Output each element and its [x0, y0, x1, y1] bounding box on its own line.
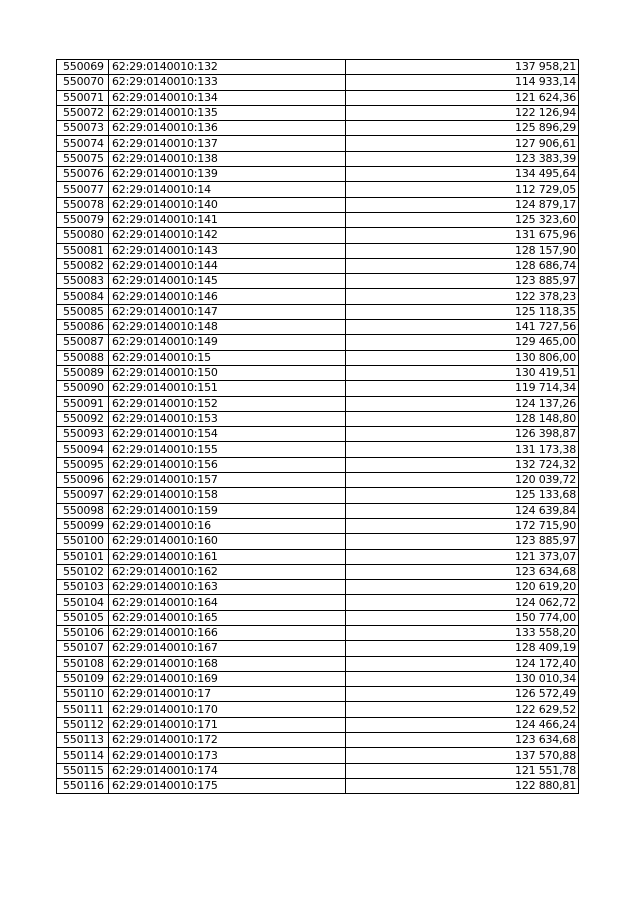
- table-row: [57, 60, 579, 75]
- value-cell: 125 323,60: [346, 212, 579, 227]
- row-number-cell: 550112: [57, 717, 109, 732]
- cadastral-number-cell: 62:29:0140010:153: [109, 411, 346, 426]
- cadastral-number-cell: 62:29:0140010:172: [109, 733, 346, 748]
- table-row: [57, 534, 579, 549]
- table-row: [57, 151, 579, 166]
- value-cell: 128 409,19: [346, 641, 579, 656]
- value-cell: 124 466,24: [346, 717, 579, 732]
- row-number-cell: 550107: [57, 641, 109, 656]
- row-number-cell: 550071: [57, 90, 109, 105]
- value-cell: 123 634,68: [346, 733, 579, 748]
- cadastral-number-cell: 62:29:0140010:155: [109, 442, 346, 457]
- cadastral-number-cell: 62:29:0140010:17: [109, 687, 346, 702]
- cadastral-number-cell: 62:29:0140010:169: [109, 671, 346, 686]
- table-row: [57, 365, 579, 380]
- table-row: [57, 320, 579, 335]
- cadastral-number-cell: 62:29:0140010:146: [109, 289, 346, 304]
- value-cell: 128 686,74: [346, 258, 579, 273]
- value-cell: 124 172,40: [346, 656, 579, 671]
- table-row: [57, 595, 579, 610]
- row-number-cell: 550077: [57, 182, 109, 197]
- table-row: [57, 702, 579, 717]
- table-row: [57, 274, 579, 289]
- table-row: [57, 105, 579, 120]
- table-row: [57, 243, 579, 258]
- row-number-cell: 550098: [57, 503, 109, 518]
- value-cell: 125 118,35: [346, 304, 579, 319]
- value-cell: 130 419,51: [346, 365, 579, 380]
- cadastral-number-cell: 62:29:0140010:135: [109, 105, 346, 120]
- cadastral-number-cell: 62:29:0140010:157: [109, 473, 346, 488]
- row-number-cell: 550078: [57, 197, 109, 212]
- table-row: [57, 549, 579, 564]
- cadastral-number-cell: 62:29:0140010:150: [109, 365, 346, 380]
- value-cell: 121 373,07: [346, 549, 579, 564]
- row-number-cell: 550083: [57, 274, 109, 289]
- row-number-cell: 550075: [57, 151, 109, 166]
- table-row: [57, 656, 579, 671]
- table-row: [57, 258, 579, 273]
- table-row: [57, 778, 579, 793]
- table-row: [57, 228, 579, 243]
- row-number-cell: 550073: [57, 121, 109, 136]
- cadastral-number-cell: 62:29:0140010:149: [109, 335, 346, 350]
- table-row: [57, 411, 579, 426]
- cadastral-number-cell: 62:29:0140010:142: [109, 228, 346, 243]
- value-cell: 131 173,38: [346, 442, 579, 457]
- table-row: [57, 90, 579, 105]
- cadastral-number-cell: 62:29:0140010:151: [109, 381, 346, 396]
- table-row: [57, 717, 579, 732]
- table-row: [57, 442, 579, 457]
- table-row: [57, 167, 579, 182]
- row-number-cell: 550076: [57, 167, 109, 182]
- value-cell: 150 774,00: [346, 610, 579, 625]
- table-row: [57, 396, 579, 411]
- cadastral-number-cell: 62:29:0140010:136: [109, 121, 346, 136]
- value-cell: 122 880,81: [346, 778, 579, 793]
- value-cell: 125 133,68: [346, 488, 579, 503]
- cadastral-number-cell: 62:29:0140010:162: [109, 564, 346, 579]
- row-number-cell: 550111: [57, 702, 109, 717]
- row-number-cell: 550108: [57, 656, 109, 671]
- table-row: [57, 488, 579, 503]
- row-number-cell: 550074: [57, 136, 109, 151]
- cadastral-number-cell: 62:29:0140010:160: [109, 534, 346, 549]
- value-cell: 128 157,90: [346, 243, 579, 258]
- value-cell: 121 551,78: [346, 763, 579, 778]
- row-number-cell: 550094: [57, 442, 109, 457]
- value-cell: 137 958,21: [346, 60, 579, 75]
- row-number-cell: 550114: [57, 748, 109, 763]
- cadastral-number-cell: 62:29:0140010:174: [109, 763, 346, 778]
- cadastral-number-cell: 62:29:0140010:132: [109, 60, 346, 75]
- cadastral-number-cell: 62:29:0140010:14: [109, 182, 346, 197]
- row-number-cell: 550087: [57, 335, 109, 350]
- table-row: [57, 580, 579, 595]
- cadastral-number-cell: 62:29:0140010:173: [109, 748, 346, 763]
- table-row: [57, 121, 579, 136]
- table-row: [57, 304, 579, 319]
- value-cell: 130 010,34: [346, 671, 579, 686]
- row-number-cell: 550081: [57, 243, 109, 258]
- row-number-cell: 550110: [57, 687, 109, 702]
- cadastral-number-cell: 62:29:0140010:175: [109, 778, 346, 793]
- row-number-cell: 550104: [57, 595, 109, 610]
- value-cell: 114 933,14: [346, 75, 579, 90]
- value-cell: 122 629,52: [346, 702, 579, 717]
- table-row: [57, 197, 579, 212]
- cadastral-number-cell: 62:29:0140010:152: [109, 396, 346, 411]
- value-cell: 124 639,84: [346, 503, 579, 518]
- table-row: [57, 503, 579, 518]
- value-cell: 123 383,39: [346, 151, 579, 166]
- table-row: [57, 625, 579, 640]
- row-number-cell: 550085: [57, 304, 109, 319]
- value-cell: 121 624,36: [346, 90, 579, 105]
- value-cell: 125 896,29: [346, 121, 579, 136]
- row-number-cell: 550090: [57, 381, 109, 396]
- value-cell: 123 885,97: [346, 274, 579, 289]
- cadastral-number-cell: 62:29:0140010:139: [109, 167, 346, 182]
- row-number-cell: 550086: [57, 320, 109, 335]
- table-row: [57, 473, 579, 488]
- row-number-cell: 550115: [57, 763, 109, 778]
- table-row: [57, 335, 579, 350]
- value-cell: 128 148,80: [346, 411, 579, 426]
- value-cell: 172 715,90: [346, 518, 579, 533]
- row-number-cell: 550080: [57, 228, 109, 243]
- cadastral-number-cell: 62:29:0140010:145: [109, 274, 346, 289]
- row-number-cell: 550084: [57, 289, 109, 304]
- cadastral-number-cell: 62:29:0140010:141: [109, 212, 346, 227]
- value-cell: 124 062,72: [346, 595, 579, 610]
- cadastral-number-cell: 62:29:0140010:164: [109, 595, 346, 610]
- table-row: [57, 182, 579, 197]
- cadastral-number-cell: 62:29:0140010:137: [109, 136, 346, 151]
- value-cell: 123 634,68: [346, 564, 579, 579]
- row-number-cell: 550096: [57, 473, 109, 488]
- row-number-cell: 550113: [57, 733, 109, 748]
- cadastral-number-cell: 62:29:0140010:156: [109, 457, 346, 472]
- table-row: [57, 136, 579, 151]
- table-row: [57, 671, 579, 686]
- table-row: [57, 733, 579, 748]
- row-number-cell: 550091: [57, 396, 109, 411]
- cadastral-number-cell: 62:29:0140010:140: [109, 197, 346, 212]
- cadastral-number-cell: 62:29:0140010:16: [109, 518, 346, 533]
- value-cell: 137 570,88: [346, 748, 579, 763]
- table-row: [57, 427, 579, 442]
- value-cell: 129 465,00: [346, 335, 579, 350]
- cadastral-number-cell: 62:29:0140010:159: [109, 503, 346, 518]
- row-number-cell: 550105: [57, 610, 109, 625]
- row-number-cell: 550095: [57, 457, 109, 472]
- cadastral-number-cell: 62:29:0140010:165: [109, 610, 346, 625]
- row-number-cell: 550106: [57, 625, 109, 640]
- row-number-cell: 550069: [57, 60, 109, 75]
- value-cell: 134 495,64: [346, 167, 579, 182]
- cadastral-number-cell: 62:29:0140010:148: [109, 320, 346, 335]
- row-number-cell: 550072: [57, 105, 109, 120]
- row-number-cell: 550102: [57, 564, 109, 579]
- row-number-cell: 550097: [57, 488, 109, 503]
- cadastral-number-cell: 62:29:0140010:144: [109, 258, 346, 273]
- table-row: [57, 610, 579, 625]
- row-number-cell: 550088: [57, 350, 109, 365]
- cadastral-number-cell: 62:29:0140010:158: [109, 488, 346, 503]
- value-cell: 130 806,00: [346, 350, 579, 365]
- table-body: [57, 60, 579, 794]
- table-row: [57, 75, 579, 90]
- value-cell: 122 378,23: [346, 289, 579, 304]
- value-cell: 126 572,49: [346, 687, 579, 702]
- value-cell: 131 675,96: [346, 228, 579, 243]
- row-number-cell: 550093: [57, 427, 109, 442]
- value-cell: 126 398,87: [346, 427, 579, 442]
- cadastral-number-cell: 62:29:0140010:134: [109, 90, 346, 105]
- value-cell: 123 885,97: [346, 534, 579, 549]
- table-row: [57, 763, 579, 778]
- value-cell: 120 619,20: [346, 580, 579, 595]
- cadastral-number-cell: 62:29:0140010:167: [109, 641, 346, 656]
- cadastral-number-cell: 62:29:0140010:170: [109, 702, 346, 717]
- table-row: [57, 457, 579, 472]
- cadastral-number-cell: 62:29:0140010:15: [109, 350, 346, 365]
- value-cell: 133 558,20: [346, 625, 579, 640]
- table-row: [57, 687, 579, 702]
- value-cell: 127 906,61: [346, 136, 579, 151]
- row-number-cell: 550092: [57, 411, 109, 426]
- cadastral-number-cell: 62:29:0140010:138: [109, 151, 346, 166]
- row-number-cell: 550103: [57, 580, 109, 595]
- value-cell: 124 137,26: [346, 396, 579, 411]
- row-number-cell: 550109: [57, 671, 109, 686]
- row-number-cell: 550101: [57, 549, 109, 564]
- value-cell: 132 724,32: [346, 457, 579, 472]
- value-cell: 124 879,17: [346, 197, 579, 212]
- cadastral-number-cell: 62:29:0140010:133: [109, 75, 346, 90]
- table-row: [57, 641, 579, 656]
- value-cell: 119 714,34: [346, 381, 579, 396]
- cadastral-number-cell: 62:29:0140010:163: [109, 580, 346, 595]
- row-number-cell: 550089: [57, 365, 109, 380]
- cadastral-number-cell: 62:29:0140010:147: [109, 304, 346, 319]
- table-row: [57, 289, 579, 304]
- table-row: [57, 564, 579, 579]
- cadastral-number-cell: 62:29:0140010:168: [109, 656, 346, 671]
- value-cell: 112 729,05: [346, 182, 579, 197]
- table-row: [57, 748, 579, 763]
- row-number-cell: 550116: [57, 778, 109, 793]
- cadastral-value-table: [56, 59, 579, 794]
- table-row: [57, 350, 579, 365]
- cadastral-number-cell: 62:29:0140010:171: [109, 717, 346, 732]
- row-number-cell: 550070: [57, 75, 109, 90]
- table-row: [57, 518, 579, 533]
- cadastral-number-cell: 62:29:0140010:154: [109, 427, 346, 442]
- row-number-cell: 550099: [57, 518, 109, 533]
- value-cell: 141 727,56: [346, 320, 579, 335]
- row-number-cell: 550100: [57, 534, 109, 549]
- value-cell: 122 126,94: [346, 105, 579, 120]
- cadastral-number-cell: 62:29:0140010:166: [109, 625, 346, 640]
- cadastral-number-cell: 62:29:0140010:161: [109, 549, 346, 564]
- row-number-cell: 550082: [57, 258, 109, 273]
- value-cell: 120 039,72: [346, 473, 579, 488]
- table-row: [57, 381, 579, 396]
- table-row: [57, 212, 579, 227]
- cadastral-number-cell: 62:29:0140010:143: [109, 243, 346, 258]
- row-number-cell: 550079: [57, 212, 109, 227]
